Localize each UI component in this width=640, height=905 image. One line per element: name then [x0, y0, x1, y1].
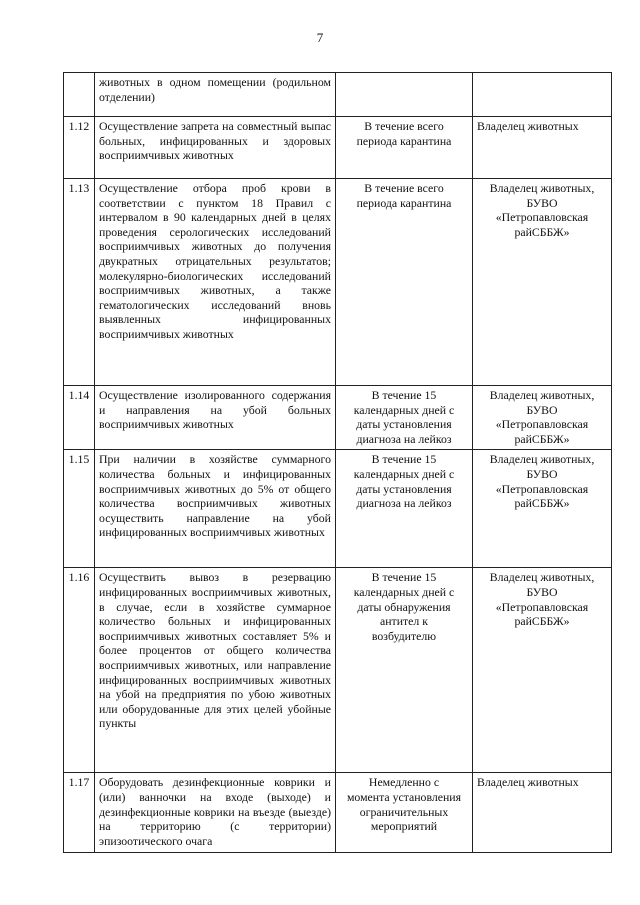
- row-number: 1.14: [64, 386, 95, 450]
- table-row: [64, 773, 612, 853]
- page-number: 7: [316, 30, 324, 45]
- table-row: [64, 568, 612, 773]
- responsible-text: Владелец животных: [473, 773, 612, 853]
- responsible-text: Владелец животных, БУВО «Петропавловская райСББЖ»: [473, 386, 612, 450]
- term-text: В течение 15 календарных дней с даты установления диагноза на лейкоз: [336, 386, 473, 450]
- table-row: [64, 179, 612, 386]
- responsible-text: Владелец животных: [473, 117, 612, 179]
- measure-text: Осуществить вывоз в резервацию инфицированных восприимчивых животных, в случае, если в хозяйстве суммарное количество больных и инфицированных восприимчивых животных составляет 5% и более процентов от общего количества восприимчивых животных, или направление инфицированных восприимчивых животных на убой на предприятия по убою животных или оборудованные для этих целей убойные пункты: [95, 568, 336, 773]
- row-number: 1.13: [64, 179, 95, 386]
- term-text: Немедленно с момента установления ограничительных мероприятий: [336, 773, 473, 853]
- measure-text: Осуществление отбора проб крови в соответствии с пунктом 18 Правил с интервалом в 90 календарных дней в целях проведения серологических исследований восприимчивых животных до получения двукратных отрицательных результатов; молекулярно-биологических исследований восприимчивых животных, а также гематологических исследований вновь выявленных инфицированных восприимчивых животных: [95, 179, 336, 386]
- term-text: В течение всего периода карантина: [336, 179, 473, 386]
- table-row: [64, 73, 612, 117]
- responsible-text: Владелец животных, БУВО «Петропавловская райСББЖ»: [473, 568, 612, 773]
- measure-text: Осуществление запрета на совместный выпас больных, инфицированных и здоровых восприимчивых животных: [95, 117, 336, 179]
- term-text: [336, 73, 473, 117]
- measure-text: Осуществление изолированного содержания и направления на убой больных восприимчивых животных: [95, 386, 336, 450]
- measures-table: [63, 72, 612, 853]
- row-number: 1.12: [64, 117, 95, 179]
- responsible-text: Владелец животных, БУВО «Петропавловская райСББЖ»: [473, 179, 612, 386]
- term-text: В течение всего периода карантина: [336, 117, 473, 179]
- row-number: 1.16: [64, 568, 95, 773]
- responsible-text: [473, 73, 612, 117]
- measure-text: животных в одном помещении (родильном отделении): [95, 73, 336, 117]
- term-text: В течение 15 календарных дней с даты установления диагноза на лейкоз: [336, 450, 473, 568]
- row-number: [64, 73, 95, 117]
- table-row: [64, 386, 612, 450]
- table-row: [64, 117, 612, 179]
- measure-text: При наличии в хозяйстве суммарного количества больных и инфицированных восприимчивых животных до 5% от общего количества восприимчивых животных осуществить направление на убой инфицированных восприимчивых животных: [95, 450, 336, 568]
- row-number: 1.17: [64, 773, 95, 853]
- row-number: 1.15: [64, 450, 95, 568]
- term-text: В течение 15 календарных дней с даты обнаружения антител к возбудителю: [336, 568, 473, 773]
- responsible-text: Владелец животных, БУВО «Петропавловская райСББЖ»: [473, 450, 612, 568]
- table-row: [64, 450, 612, 568]
- measure-text: Оборудовать дезинфекционные коврики и (или) ванночки на входе (выходе) и дезинфекционные коврики на въезде (выезде) на территорию (с территории) эпизоотического очага: [95, 773, 336, 853]
